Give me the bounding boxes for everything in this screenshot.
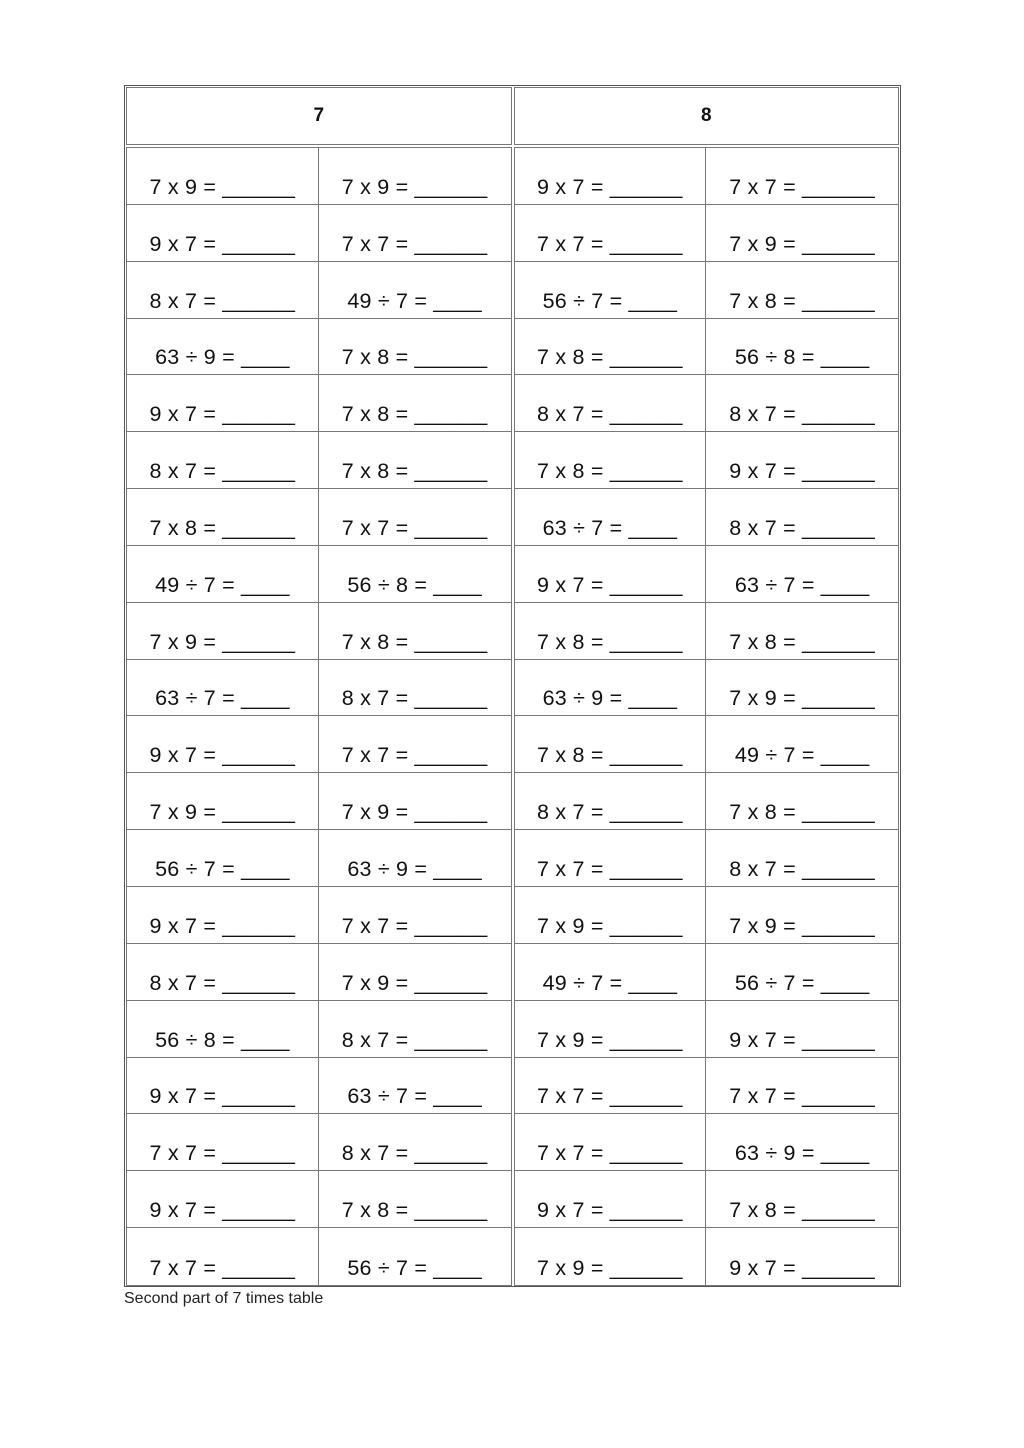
question-cell: 7 x 9 = ______ bbox=[515, 887, 707, 944]
question-cell: 63 ÷ 9 = ____ bbox=[515, 660, 707, 717]
question-cell: 7 x 9 = ______ bbox=[706, 205, 898, 262]
question-cell: 7 x 9 = ______ bbox=[319, 773, 511, 830]
question-cell: 8 x 7 = ______ bbox=[706, 489, 898, 546]
header-eight: 8 bbox=[514, 87, 900, 145]
left-section bbox=[126, 147, 512, 1286]
question-cell: 8 x 7 = ______ bbox=[515, 375, 707, 432]
header-seven: 7 bbox=[126, 87, 512, 145]
question-cell: 9 x 7 = ______ bbox=[127, 887, 319, 944]
question-cell: 7 x 7 = ______ bbox=[127, 1228, 319, 1285]
question-cell: 8 x 7 = ______ bbox=[515, 773, 707, 830]
table-caption: Second part of 7 times table bbox=[124, 1290, 324, 1307]
question-cell: 9 x 7 = ______ bbox=[515, 1171, 707, 1228]
question-cell: 9 x 7 = ______ bbox=[706, 1001, 898, 1058]
question-cell: 63 ÷ 7 = ____ bbox=[706, 546, 898, 603]
question-cell: 8 x 7 = ______ bbox=[319, 660, 511, 717]
question-cell: 7 x 8 = ______ bbox=[515, 716, 707, 773]
question-cell: 63 ÷ 7 = ____ bbox=[319, 1058, 511, 1115]
question-cell: 7 x 7 = ______ bbox=[319, 887, 511, 944]
question-cell: 7 x 7 = ______ bbox=[515, 1058, 707, 1115]
question-cell: 7 x 8 = ______ bbox=[127, 489, 319, 546]
question-cell: 7 x 8 = ______ bbox=[319, 603, 511, 660]
question-cell: 7 x 8 = ______ bbox=[515, 603, 707, 660]
question-cell: 7 x 9 = ______ bbox=[127, 148, 319, 205]
question-cell: 56 ÷ 7 = ____ bbox=[515, 262, 707, 319]
question-cell: 9 x 7 = ______ bbox=[127, 205, 319, 262]
question-cell: 49 ÷ 7 = ____ bbox=[515, 944, 707, 1001]
question-cell: 56 ÷ 7 = ____ bbox=[127, 830, 319, 887]
question-cell: 7 x 8 = ______ bbox=[319, 319, 511, 376]
question-cell: 7 x 7 = ______ bbox=[706, 1058, 898, 1115]
question-cell: 63 ÷ 9 = ____ bbox=[127, 319, 319, 376]
question-cell: 49 ÷ 7 = ____ bbox=[127, 546, 319, 603]
question-cell: 7 x 9 = ______ bbox=[127, 773, 319, 830]
question-cell: 7 x 9 = ______ bbox=[319, 944, 511, 1001]
question-cell: 8 x 7 = ______ bbox=[127, 262, 319, 319]
right-section bbox=[514, 147, 900, 1286]
question-cell: 8 x 7 = ______ bbox=[127, 432, 319, 489]
question-cell: 7 x 7 = ______ bbox=[515, 830, 707, 887]
question-cell: 56 ÷ 7 = ____ bbox=[347, 1255, 482, 1280]
question-cell: 7 x 8 = ______ bbox=[706, 262, 898, 319]
question-cell: 7 x 9 = ______ bbox=[706, 660, 898, 717]
question-cell: 7 x 7 = ______ bbox=[319, 205, 511, 262]
question-cell: 63 ÷ 9 = ____ bbox=[706, 1114, 898, 1171]
question-cell: 7 x 9 = ______ bbox=[515, 1001, 707, 1058]
question-cell: 9 x 7 = ______ bbox=[127, 375, 319, 432]
question-cell: 49 ÷ 7 = ____ bbox=[706, 716, 898, 773]
question-cell: 8 x 7 = ______ bbox=[706, 375, 898, 432]
question-cell: 9 x 7 = ______ bbox=[729, 1255, 875, 1280]
question-cell: 7 x 8 = ______ bbox=[515, 319, 707, 376]
question-cell: 7 x 9 = ______ bbox=[515, 1228, 707, 1285]
question-cell: 7 x 9 = ______ bbox=[319, 148, 511, 205]
question-cell: 9 x 7 = ______ bbox=[515, 546, 707, 603]
table-header-row bbox=[125, 86, 900, 146]
question-cell: 7 x 8 = ______ bbox=[515, 432, 707, 489]
question-cell: 7 x 9 = ______ bbox=[706, 887, 898, 944]
question-cell: 56 ÷ 8 = ____ bbox=[319, 546, 511, 603]
question-cell: 9 x 7 = ______ bbox=[127, 716, 319, 773]
question-cell: 7 x 8 = ______ bbox=[319, 432, 511, 489]
question-cell: 8 x 7 = ______ bbox=[319, 1001, 511, 1058]
question-cell: 49 ÷ 7 = ____ bbox=[319, 262, 511, 319]
question-cell: 9 x 7 = ______ bbox=[706, 432, 898, 489]
question-cell: 8 x 7 = ______ bbox=[706, 830, 898, 887]
question-cell: 8 x 7 = ______ bbox=[127, 944, 319, 1001]
question-cell: 63 ÷ 7 = ____ bbox=[127, 660, 319, 717]
question-cell: 56 ÷ 8 = ____ bbox=[127, 1001, 319, 1058]
question-cell: 56 ÷ 8 = ____ bbox=[706, 319, 898, 376]
question-cell: 7 x 7 = ______ bbox=[319, 489, 511, 546]
question-cell: 8 x 7 = ______ bbox=[319, 1114, 511, 1171]
question-cell: 9 x 7 = ______ bbox=[515, 148, 707, 205]
question-cell: 7 x 7 = ______ bbox=[515, 1114, 707, 1171]
question-cell: 7 x 9 = ______ bbox=[127, 603, 319, 660]
question-cell: 7 x 8 = ______ bbox=[706, 773, 898, 830]
question-cell: 63 ÷ 7 = ____ bbox=[515, 489, 707, 546]
question-cell: 7 x 8 = ______ bbox=[319, 375, 511, 432]
question-cell: 7 x 8 = ______ bbox=[319, 1171, 511, 1228]
question-cell: 7 x 7 = ______ bbox=[319, 716, 511, 773]
question-cell: 7 x 7 = ______ bbox=[515, 205, 707, 262]
worksheet-table bbox=[124, 85, 901, 1287]
question-cell: 7 x 7 = ______ bbox=[127, 1114, 319, 1171]
question-cell: 7 x 8 = ______ bbox=[706, 603, 898, 660]
question-cell: 7 x 8 = ______ bbox=[706, 1171, 898, 1228]
question-cell: 9 x 7 = ______ bbox=[127, 1058, 319, 1115]
question-grid bbox=[125, 147, 900, 1286]
question-cell: 63 ÷ 9 = ____ bbox=[319, 830, 511, 887]
question-cell: 56 ÷ 7 = ____ bbox=[706, 944, 898, 1001]
question-cell: 9 x 7 = ______ bbox=[127, 1171, 319, 1228]
question-cell: 7 x 7 = ______ bbox=[706, 148, 898, 205]
